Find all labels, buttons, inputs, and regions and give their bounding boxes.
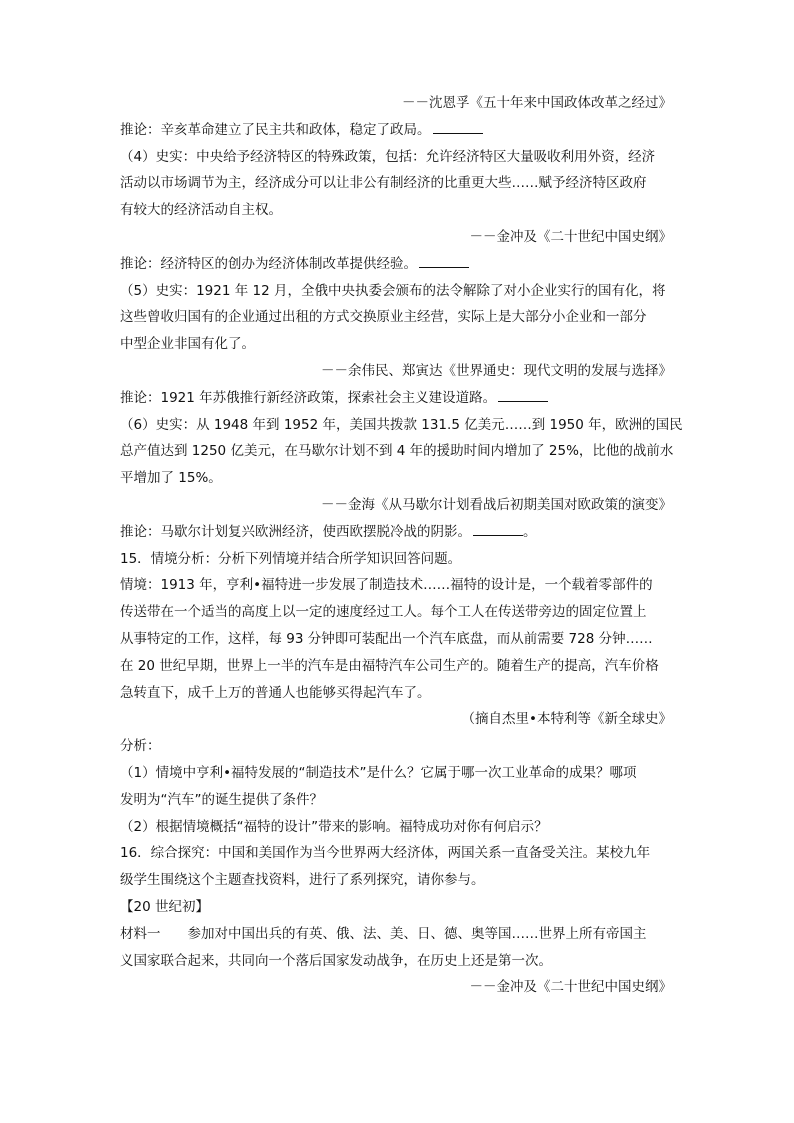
line-text: （6）史实：从 1948 年到 1952 年，美国共拨款 131.5 亿美元……到 1950 年，欧洲的国民 [120,416,683,433]
source-citation [120,90,672,117]
source-citation [120,974,672,1001]
text-line [120,117,672,144]
line-text: 义国家联合起来，共同向一个落后国家发动战争，在历史上还是第一次。 [120,952,552,969]
text-line [120,385,672,412]
line-text: （2）根据情境概括“福特的设计”带来的影响。福特成功对你有何启示？ [120,818,548,835]
line-text: 级学生围绕这个主题查找资料，进行了系列探究，请你参与。 [120,872,485,889]
line-text: －－余伟民、郑寅达《世界通史：现代文明的发展与选择》 [321,362,672,379]
answer-blank[interactable] [433,118,483,134]
text-line [120,170,672,197]
line-text: －－沈恩孚《五十年来中国政体改革之经过》 [402,95,672,111]
line-text: －－金冲及《二十世纪中国史纲》 [469,979,672,996]
line-text: 材料一 参加对中国出兵的有英、俄、法、美、日、德、奥等国……世界上所有帝国主 [120,925,647,942]
text-line [120,840,672,867]
text-line [120,680,672,707]
text-line [120,278,672,305]
line-text: （4）史实：中央给予经济特区的特殊政策，包括：允许经济特区大量吸收利用外资，经济 [120,148,656,165]
line-text: 分析： [120,738,161,755]
text-line [120,144,672,171]
line-text: －－金冲及《二十世纪中国史纲》 [469,228,672,245]
text-line [120,572,672,599]
answer-blank[interactable] [473,520,523,536]
line-text: 从事特定的工作，这样，每 93 分钟即可装配出一个汽车底盘，而从前需要 728 分钟…… [120,630,653,647]
source-citation [120,706,672,733]
text-line [120,519,672,546]
text-line [120,867,672,894]
line-text: 推论：辛亥革命建立了民主共和政体，稳定了政局。 [120,121,431,138]
text-line [120,814,672,841]
line-text: 传送带在一个适当的高度上以一定的速度经过工人。每个工人在传送带旁边的固定位置上 [120,604,647,621]
text-line [120,921,672,948]
text-line [120,653,672,680]
text-line [120,894,672,921]
line-text: 15．情境分析：分析下列情境并结合所学知识回答问题。 [120,550,462,567]
text-line [120,331,672,358]
text-line [120,599,672,626]
text-line [120,787,672,814]
line-text: （5）史实：1921 年 12 月，全俄中央执委会颁布的法令解除了对小企业实行的国有化，将 [120,282,666,299]
text-line [120,760,672,787]
text-line [120,626,672,653]
line-text: 发明为“汽车”的诞生提供了条件？ [120,791,323,808]
line-text: 推论：马歇尔计划复兴欧洲经济，使西欧摆脱冷战的阴影。 [120,523,471,540]
text-line [120,948,672,975]
text-line [120,412,683,439]
line-text: 推论：经济特区的创办为经济体制改革提供经验。 [120,255,417,272]
answer-blank[interactable] [498,386,548,402]
text-line [120,304,672,331]
line-text: 平增加了 15%。 [120,470,222,487]
line-text: 在 20 世纪早期，世界上一半的汽车是由福特汽车公司生产的。随着生产的提高，汽车价格 [120,657,659,674]
trailing-punctuation: 。 [523,523,537,540]
source-citation [120,224,672,251]
line-text: 总产值达到 1250 亿美元，在马歇尔计划不到 4 年的援助时间内增加了 25%，比他的战前水 [120,443,674,460]
line-text: 急转直下，成千上万的普通人也能够买得起汽车了。 [120,684,431,701]
text-line [120,465,672,492]
line-text: 有较大的经济活动自主权。 [120,202,282,219]
text-line [120,438,672,465]
text-line [120,251,672,278]
line-text: （摘自杰里•本特利等《新全球史》 [461,711,672,728]
line-text: 这些曾收归国有的企业通过出租的方式交换原业主经营，实际上是大部分小企业和一部分 [120,309,647,326]
line-text: 16．综合探究：中国和美国作为当今世界两大经济体，两国关系一直备受关注。某校九年 [120,845,651,862]
line-text: －－金海《从马歇尔计划看战后初期美国对欧政策的演变》 [321,496,672,513]
line-text: 情境：1913 年，亨利•福特进一步发展了制造技术……福特的设计是，一个载着零部件的 [120,577,653,594]
line-text: 中型企业非国有化了。 [120,336,255,353]
answer-blank[interactable] [419,252,469,268]
line-text: 推论：1921 年苏俄推行新经济政策，探索社会主义建设道路。 [120,389,497,406]
line-text: （1）情境中亨利•福特发展的“制造技术”是什么？它属于哪一次工业革命的成果？哪项 [120,764,637,781]
document-body [120,90,683,1001]
line-text: 活动以市场调节为主，经济成分可以让非公有制经济的比重更大些……赋予经济特区政府 [120,175,647,192]
source-citation [120,492,672,519]
source-citation [120,358,672,385]
text-line [120,197,672,224]
line-text: 【20 世纪初】 [120,898,209,915]
text-line [120,546,672,573]
text-line [120,733,672,760]
